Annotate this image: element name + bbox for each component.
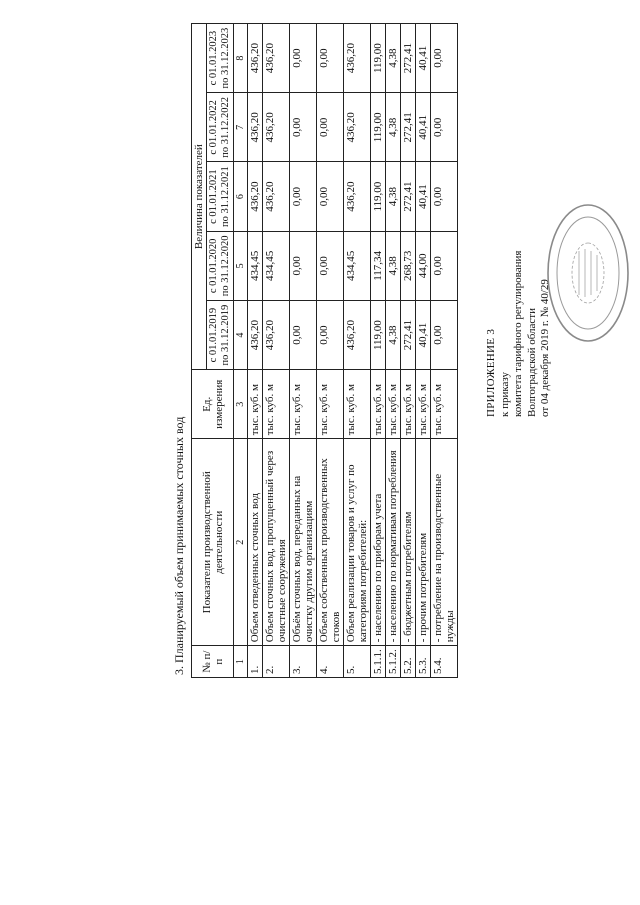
row-indicator-name: - бюджетным потребителям bbox=[401, 439, 416, 646]
row-unit: тыс. куб. м bbox=[344, 370, 371, 439]
row-value: 272,41 bbox=[401, 162, 416, 231]
column-index: 5 bbox=[234, 231, 248, 300]
period-from: с 01.01.2023 bbox=[208, 30, 219, 86]
row-value: 0,00 bbox=[431, 24, 458, 93]
row-value: 436,20 bbox=[263, 93, 290, 162]
column-index: 7 bbox=[234, 93, 248, 162]
period-from: с 01.01.2019 bbox=[208, 307, 219, 363]
row-value: 119,00 bbox=[371, 93, 386, 162]
row-indicator-name: Объем отведенных сточных вод bbox=[248, 439, 263, 646]
row-indicator-name: - прочим потребителям bbox=[416, 439, 431, 646]
row-value: 434,45 bbox=[263, 231, 290, 300]
header-period bbox=[207, 24, 234, 93]
table-row bbox=[416, 24, 431, 678]
column-index: 6 bbox=[234, 162, 248, 231]
header-name: Показатели производственной деятельности bbox=[192, 439, 234, 646]
row-value: 119,00 bbox=[371, 24, 386, 93]
row-value: 0,00 bbox=[317, 301, 344, 370]
row-value: 0,00 bbox=[290, 93, 317, 162]
row-unit: тыс. куб. м bbox=[317, 370, 344, 439]
table-row bbox=[401, 24, 416, 678]
table-row bbox=[371, 24, 386, 678]
table-row bbox=[431, 24, 458, 678]
row-value: 40,41 bbox=[416, 93, 431, 162]
appendix-line: к приказу bbox=[498, 371, 511, 417]
row-number: 5.1.2. bbox=[386, 646, 401, 678]
row-unit: тыс. куб. м bbox=[431, 370, 458, 439]
row-value: 434,45 bbox=[344, 231, 371, 300]
header-unit: Ед. измерения bbox=[192, 370, 234, 439]
column-index: 1 bbox=[234, 646, 248, 678]
period-to: по 31.12.2023 bbox=[220, 27, 231, 89]
row-value: 0,00 bbox=[317, 231, 344, 300]
row-value: 436,20 bbox=[344, 301, 371, 370]
row-value: 4,38 bbox=[386, 231, 401, 300]
header-period bbox=[207, 231, 234, 300]
table-row bbox=[344, 24, 371, 678]
row-indicator-name: - потребление на производственные нужды bbox=[431, 439, 458, 646]
column-index: 8 bbox=[234, 24, 248, 93]
header-period bbox=[207, 93, 234, 162]
row-number: 5.4. bbox=[431, 646, 458, 678]
header-num: № п/п bbox=[192, 646, 234, 678]
row-value: 436,20 bbox=[248, 93, 263, 162]
row-value: 119,00 bbox=[371, 301, 386, 370]
row-indicator-name: Объем сточных вод, пропущенный через очистные сооружения bbox=[263, 439, 290, 646]
stamp-seal-icon bbox=[545, 200, 631, 345]
row-value: 0,00 bbox=[431, 162, 458, 231]
row-number: 1. bbox=[248, 646, 263, 678]
row-value: 436,20 bbox=[248, 301, 263, 370]
row-value: 4,38 bbox=[386, 301, 401, 370]
row-unit: тыс. куб. м bbox=[386, 370, 401, 439]
column-index: 4 bbox=[234, 301, 248, 370]
section-title: 3. Планируемый объем принимаемых сточных вод bbox=[172, 416, 186, 675]
row-number: 5.1.1. bbox=[371, 646, 386, 678]
period-from: с 01.01.2020 bbox=[208, 238, 219, 294]
row-value: 272,41 bbox=[401, 301, 416, 370]
period-to: по 31.12.2021 bbox=[220, 166, 231, 227]
header-period bbox=[207, 301, 234, 370]
row-unit: тыс. куб. м bbox=[263, 370, 290, 439]
table-row bbox=[317, 24, 344, 678]
row-value: 0,00 bbox=[290, 24, 317, 93]
appendix-line: от 04 декабря 2019 г. № 40/29 bbox=[539, 279, 551, 417]
appendix-line: Волгоградской области bbox=[525, 308, 538, 417]
volume-table bbox=[191, 23, 458, 678]
row-value: 0,00 bbox=[317, 93, 344, 162]
column-index: 3 bbox=[234, 370, 248, 439]
period-from: с 01.01.2021 bbox=[208, 169, 219, 224]
row-unit: тыс. куб. м bbox=[248, 370, 263, 439]
table-row bbox=[263, 24, 290, 678]
row-unit: тыс. куб. м bbox=[401, 370, 416, 439]
row-indicator-name: Объем реализации товаров и услуг по категориям потребителей: bbox=[344, 439, 371, 646]
row-value: 0,00 bbox=[431, 231, 458, 300]
row-value: 40,41 bbox=[416, 24, 431, 93]
row-value: 117,34 bbox=[371, 231, 386, 300]
row-indicator-name: Объём сточных вод, переданных на очистку другим организациям bbox=[290, 439, 317, 646]
row-value: 44,00 bbox=[416, 231, 431, 300]
row-value: 436,20 bbox=[263, 162, 290, 231]
row-unit: тыс. куб. м bbox=[371, 370, 386, 439]
row-value: 436,20 bbox=[248, 24, 263, 93]
table-row bbox=[290, 24, 317, 678]
row-value: 0,00 bbox=[431, 301, 458, 370]
row-value: 4,38 bbox=[386, 24, 401, 93]
period-to: по 31.12.2019 bbox=[220, 304, 231, 366]
row-number: 4. bbox=[317, 646, 344, 678]
period-to: по 31.12.2022 bbox=[220, 97, 231, 158]
row-value: 272,41 bbox=[401, 93, 416, 162]
row-value: 0,00 bbox=[317, 162, 344, 231]
row-value: 436,20 bbox=[344, 93, 371, 162]
row-unit: тыс. куб. м bbox=[290, 370, 317, 439]
table-row bbox=[248, 24, 263, 678]
row-number: 2. bbox=[263, 646, 290, 678]
row-number: 3. bbox=[290, 646, 317, 678]
row-value: 436,20 bbox=[344, 24, 371, 93]
row-value: 436,20 bbox=[263, 301, 290, 370]
row-value: 0,00 bbox=[290, 301, 317, 370]
row-value: 436,20 bbox=[263, 24, 290, 93]
row-value: 40,41 bbox=[416, 162, 431, 231]
row-value: 272,41 bbox=[401, 24, 416, 93]
row-unit: тыс. куб. м bbox=[416, 370, 431, 439]
column-index: 2 bbox=[234, 439, 248, 646]
row-number: 5. bbox=[344, 646, 371, 678]
table-body bbox=[248, 24, 458, 678]
row-value: 0,00 bbox=[290, 162, 317, 231]
row-indicator-name: - населению по приборам учета bbox=[371, 439, 386, 646]
row-value: 0,00 bbox=[431, 93, 458, 162]
table-row bbox=[386, 24, 401, 678]
row-value: 436,20 bbox=[344, 162, 371, 231]
row-value: 268,73 bbox=[401, 231, 416, 300]
row-value: 4,38 bbox=[386, 162, 401, 231]
appendix-line: комитета тарифного регулирования bbox=[512, 250, 524, 417]
row-number: 5.3. bbox=[416, 646, 431, 678]
row-value: 434,45 bbox=[248, 231, 263, 300]
appendix-header bbox=[485, 251, 553, 417]
row-indicator-name: Объем собственных производственных стоков bbox=[317, 439, 344, 646]
period-from: с 01.01.2022 bbox=[208, 100, 219, 155]
row-value: 40,41 bbox=[416, 301, 431, 370]
header-period bbox=[207, 162, 234, 231]
row-value: 119,00 bbox=[371, 162, 386, 231]
row-value: 436,20 bbox=[248, 162, 263, 231]
period-to: по 31.12.2020 bbox=[220, 235, 231, 297]
row-value: 0,00 bbox=[290, 231, 317, 300]
row-value: 0,00 bbox=[317, 24, 344, 93]
header-group: Величина показателей bbox=[192, 24, 207, 370]
row-indicator-name: - населению по нормативам потребления bbox=[386, 439, 401, 646]
row-value: 4,38 bbox=[386, 93, 401, 162]
column-index-row bbox=[234, 24, 248, 678]
appendix-title: ПРИЛОЖЕНИЕ 3 bbox=[485, 328, 497, 417]
row-number: 5.2. bbox=[401, 646, 416, 678]
